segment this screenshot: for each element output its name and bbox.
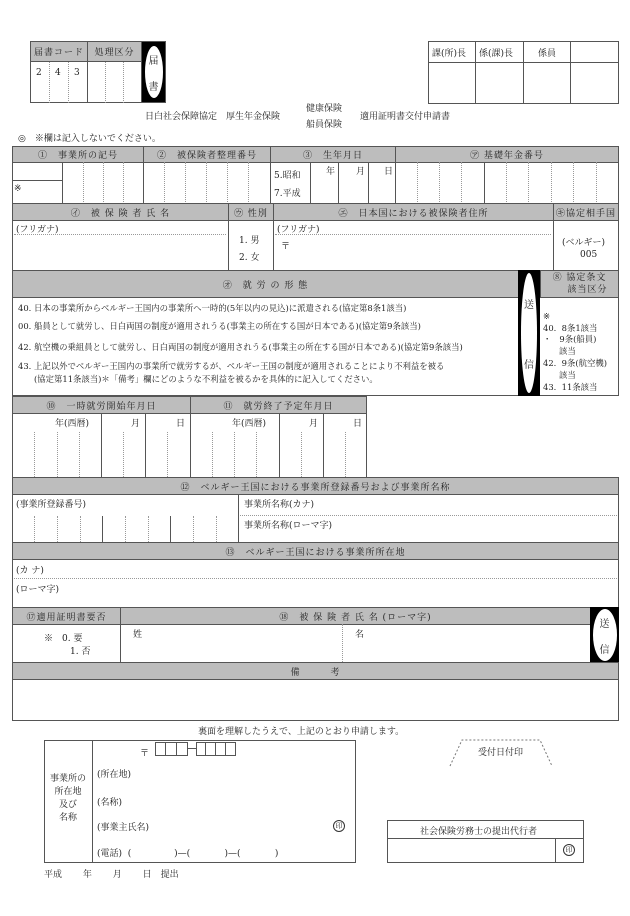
applicant-label: 事業所の 所在地 及び 名称 bbox=[49, 774, 86, 823]
work-form-option: 40. 日本の事業所からベルギー王国内の事業所へ一時的(5年以内の見込)に派遣される(協定第8条1該当) bbox=[18, 303, 407, 313]
owner-label: (事業主氏名) bbox=[97, 823, 150, 833]
send-mark: 送 信 bbox=[590, 607, 619, 663]
postal-mark: 〒 bbox=[140, 749, 150, 759]
approval-col: 係員 bbox=[538, 49, 557, 59]
end-month-label: 月 bbox=[309, 419, 319, 429]
approval-col: 課(所)長 bbox=[432, 49, 467, 59]
birthdate-header: ③ 生年月日 bbox=[270, 146, 396, 163]
work-form-option: 43. 上記以外でベルギー王国内の事業所で就労するが、ベルギー王国の制度が適用されることにより不利益を被る bbox=[18, 361, 445, 371]
receipt-stamp-label: 受付日付印 bbox=[478, 748, 524, 758]
pension-number-header: ㋐ 基礎年金番号 bbox=[395, 146, 619, 163]
remarks-header: 備 考 bbox=[12, 662, 619, 680]
office-code-header: ① 事業所の記号 bbox=[12, 146, 144, 163]
approval-col: 係(課)長 bbox=[479, 49, 514, 59]
office-name-kana-label: 事業所名称(カナ) bbox=[244, 500, 315, 510]
registration-number-label: (事業所登録番号) bbox=[16, 500, 87, 510]
address-furigana-label: (フリガナ) bbox=[277, 225, 320, 235]
start-date-header: ⑩ 一時就労開始年月日 bbox=[12, 396, 191, 414]
work-form-header: ㋔ 就 労 の 形 態 bbox=[12, 270, 519, 298]
declaration: 裏面を理解したうえで、上記のとおり申請します。 bbox=[198, 727, 405, 737]
agent-header: 社会保険労務士の提出代行者 bbox=[420, 827, 538, 837]
insured-name-header: ㋑ 被 保 険 者 氏 名 bbox=[12, 203, 229, 221]
sex-header: ㋒ 性別 bbox=[228, 203, 274, 221]
work-form-option: 42. 航空機の乗組員として就労し、日白両国の制度が適用されうる(事業主の所在する国が日本である)(協定第9条該当) bbox=[18, 342, 463, 352]
postal-code-field[interactable] bbox=[155, 742, 236, 756]
certificate-need-header: ⑰適用証明書要否 bbox=[12, 607, 121, 625]
todoke-mark: 届 書 bbox=[142, 42, 165, 102]
address-header: ㋓ 日本国における被保険者住所 bbox=[273, 203, 554, 221]
sex-male: 1. 男 bbox=[239, 236, 260, 246]
month-label: 月 bbox=[356, 167, 366, 177]
end-date-header: ⑪ 就労終了予定年月日 bbox=[190, 396, 367, 414]
start-day-label: 日 bbox=[176, 419, 186, 429]
submission-date: 平成 年 月 日 提出 bbox=[44, 870, 179, 880]
insured-number-header: ② 被保険者整理番号 bbox=[143, 146, 271, 163]
process-header: 処理区分 bbox=[87, 41, 142, 62]
address-roman-label: (ローマ字) bbox=[16, 585, 60, 595]
roman-name-header: ⑱ 被 保 険 者 氏 名 (ローマ字) bbox=[120, 607, 591, 625]
sex-female: 2. 女 bbox=[239, 253, 260, 263]
partner-country-code: 005 bbox=[580, 250, 598, 260]
start-month-label: 月 bbox=[131, 419, 141, 429]
form-title-part1: 日白社会保障協定 厚生年金保険 bbox=[145, 112, 281, 122]
option-not-required: 1. 否 bbox=[70, 647, 91, 657]
option-required: ※ 0. 要 bbox=[44, 634, 83, 644]
partner-country-header: ㋖協定相手国 bbox=[553, 203, 619, 221]
phone-label: (電話) ( )—( )—( ) bbox=[97, 849, 279, 859]
day-label: 日 bbox=[384, 167, 394, 177]
seal-icon: 印 bbox=[563, 844, 575, 856]
code-digit: 2 bbox=[36, 68, 42, 78]
surname-label: 姓 bbox=[133, 630, 143, 640]
name-furigana-label: (フリガナ) bbox=[16, 225, 59, 235]
office-mark: ※ bbox=[14, 184, 22, 194]
name-label: (名称) bbox=[97, 798, 123, 808]
end-day-label: 日 bbox=[353, 419, 363, 429]
partner-country: (ベルギー) bbox=[562, 238, 606, 248]
code-digit: 3 bbox=[74, 68, 80, 78]
article-codes: ※ 40. 8条1該当 ・ 9条(船員) 該当 42. 9条(航空機) 該当 43. 11条該当 bbox=[543, 310, 608, 392]
form-title-part2: 適用証明書交付申請書 bbox=[360, 112, 451, 122]
address-label: (所在地) bbox=[97, 770, 132, 780]
insurance-type-2: 船員保険 bbox=[306, 120, 343, 130]
insurance-type-1: 健康保険 bbox=[306, 104, 343, 114]
form-code-header: 届書コード bbox=[30, 41, 88, 62]
instruction-note: ◎ ※欄は記入しないでください。 bbox=[18, 134, 161, 144]
end-year-label: 年(西暦) bbox=[232, 419, 267, 429]
year-label: 年 bbox=[326, 167, 336, 177]
postal-mark: 〒 bbox=[281, 242, 291, 252]
address-kana-label: (カ ナ) bbox=[16, 566, 44, 576]
era-showa: 5.昭和 bbox=[274, 171, 301, 181]
work-form-option: (協定第11条該当)＊「備考」欄にどのような不利益を被るかを具体的に記入してください。 bbox=[18, 374, 378, 384]
era-heisei: 7.平成 bbox=[274, 189, 301, 199]
article-header: ⑧ 協定条文 該当区分 bbox=[540, 270, 619, 298]
office-name-roman-label: 事業所名称(ローマ字) bbox=[244, 521, 333, 531]
send-mark: 送 信 bbox=[518, 270, 540, 396]
given-name-label: 名 bbox=[355, 630, 365, 640]
work-form-option: 00. 船員として就労し、日白両国の制度が適用されうる(事業主の所在する国が日本である)(協定第9条該当) bbox=[18, 321, 421, 331]
start-year-label: 年(西暦) bbox=[55, 419, 90, 429]
belgium-address-header: ⑬ ベルギー王国における事業所所在地 bbox=[12, 542, 619, 560]
belgium-office-header: ⑫ ベルギー王国における事業所登録番号および事業所名称 bbox=[12, 477, 619, 495]
code-digit: 4 bbox=[55, 68, 61, 78]
seal-icon: 印 bbox=[333, 820, 345, 832]
